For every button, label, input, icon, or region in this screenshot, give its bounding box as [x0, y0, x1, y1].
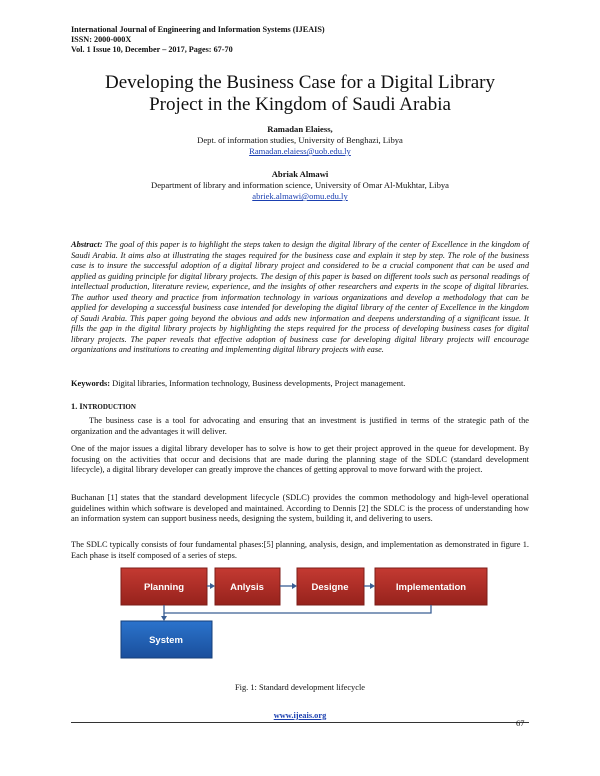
paragraph-4: The SDLC typically consists of four fundamental phases:[5] planning, analysis, design, and implementation as demonstrated in figure 1. Each phase is itself composed of a series of steps.: [71, 540, 529, 560]
system-box: [121, 621, 212, 658]
planning-box: [121, 568, 207, 605]
footer-divider: [71, 722, 529, 723]
title-line-1: Developing the Business Case for a Digital Library: [105, 72, 495, 93]
page-number: 67: [516, 719, 525, 728]
author-2-affiliation: Department of library and information science, University of Omar Al-Mukhtar, Libya: [151, 180, 449, 190]
system-label: System: [149, 635, 183, 646]
author-1-affiliation: Dept. of information studies, University of Benghazi, Libya: [197, 135, 403, 145]
design-label: Designe: [311, 582, 349, 593]
analysis-label: Anlysis: [230, 582, 264, 593]
paragraph-1: The business case is a tool for advocating and ensuring that an investment is justified in terms of the strategic path of the organization and the advantages it will deliver.: [71, 416, 529, 436]
journal-issn: ISSN: 2000-000X: [71, 35, 132, 44]
planning-label: Planning: [143, 582, 185, 593]
author-1-email[interactable]: Ramadan.elaiess@uob.edu.ly: [249, 146, 351, 156]
implementation-box: [375, 568, 487, 605]
abstract-text: The goal of this paper is to highlight the steps taken to design the digital library of the center of Excellence in the kingdom of Saudi Arabia. It aims also at illustrating the stages required for the business case and explain it step by step. The role of the business case is to insure the successful adoption of a digital library project and considered to be a crucial component that can be used and applied as guiding principle for digital library projects. The design of this paper is based on different tools such as personal readings of intellectual production, literature review, experience, and the insights of other researchers and experts in the scope of digital libraries. The author used theory and practice from information technology in various organizations and develop a methodology that can be applied for developing a successful business case intended for developing the digital library of the center of Excellence in the kingdom of Saudi Arabia. This paper going beyond the obvious and adds new information and deepens understanding of a significant issue. It fills the gap in the digital library projects by highlighting the steps required for the process of developing business cases for digital library projects. The paper reveals that effective adoption of business case for developing digital library projects will encourage organizations and institutions to creating and implementing digital library projects with ease.: [71, 240, 529, 355]
author-2-email[interactable]: abriek.almawi@omu.edu.ly: [252, 191, 348, 201]
keywords-label: Keywords:: [71, 379, 111, 388]
journal-volume: Vol. 1 Issue 10, December – 2017, Pages: 67-70: [71, 45, 233, 54]
paragraph-3: Buchanan [1] states that the standard development lifecycle (SDLC) provides the common methodology and high-level operational guidelines within which software is developed and maintained. According to Dennis [2] the SDLC is the process of understanding how an information system can support business needs, designing the system, building it, and delivering to users.: [71, 493, 529, 524]
analysis-box: [215, 568, 280, 605]
section-name: NTRODUCTION: [82, 403, 136, 411]
title-line-2: Project in the Kingdom of Saudi Arabia: [149, 94, 451, 115]
section-number: 1. I: [71, 402, 83, 411]
implementation-label: Implementation: [395, 582, 467, 593]
paragraph-2: One of the major issues a digital library developer has to solve is how to get their project approved in the queue for development. By focusing on the activities that occur and decisions that are made during the planning stage of the SDLC (standard development lifecycle), a digital library developer can greatly improve the chances of getting approval to move forward with the project.: [71, 444, 529, 475]
journal-name: International Journal of Engineering and Information Systems (IJEAIS): [71, 25, 325, 34]
author-2-name: Abriak Almawi: [271, 169, 329, 179]
abstract-label: Abstract:: [71, 240, 103, 249]
keywords-text: Digital libraries, Information technology, Business developments, Project management.: [110, 379, 406, 388]
figure-caption: Fig. 1: Standard development lifecycle: [234, 683, 365, 692]
footer-url[interactable]: www.ijeais.org: [273, 711, 327, 720]
arrow-implementation-system: [164, 605, 431, 613]
design-box: [297, 568, 364, 605]
author-1-name: Ramadan Elaiess,: [267, 124, 333, 134]
